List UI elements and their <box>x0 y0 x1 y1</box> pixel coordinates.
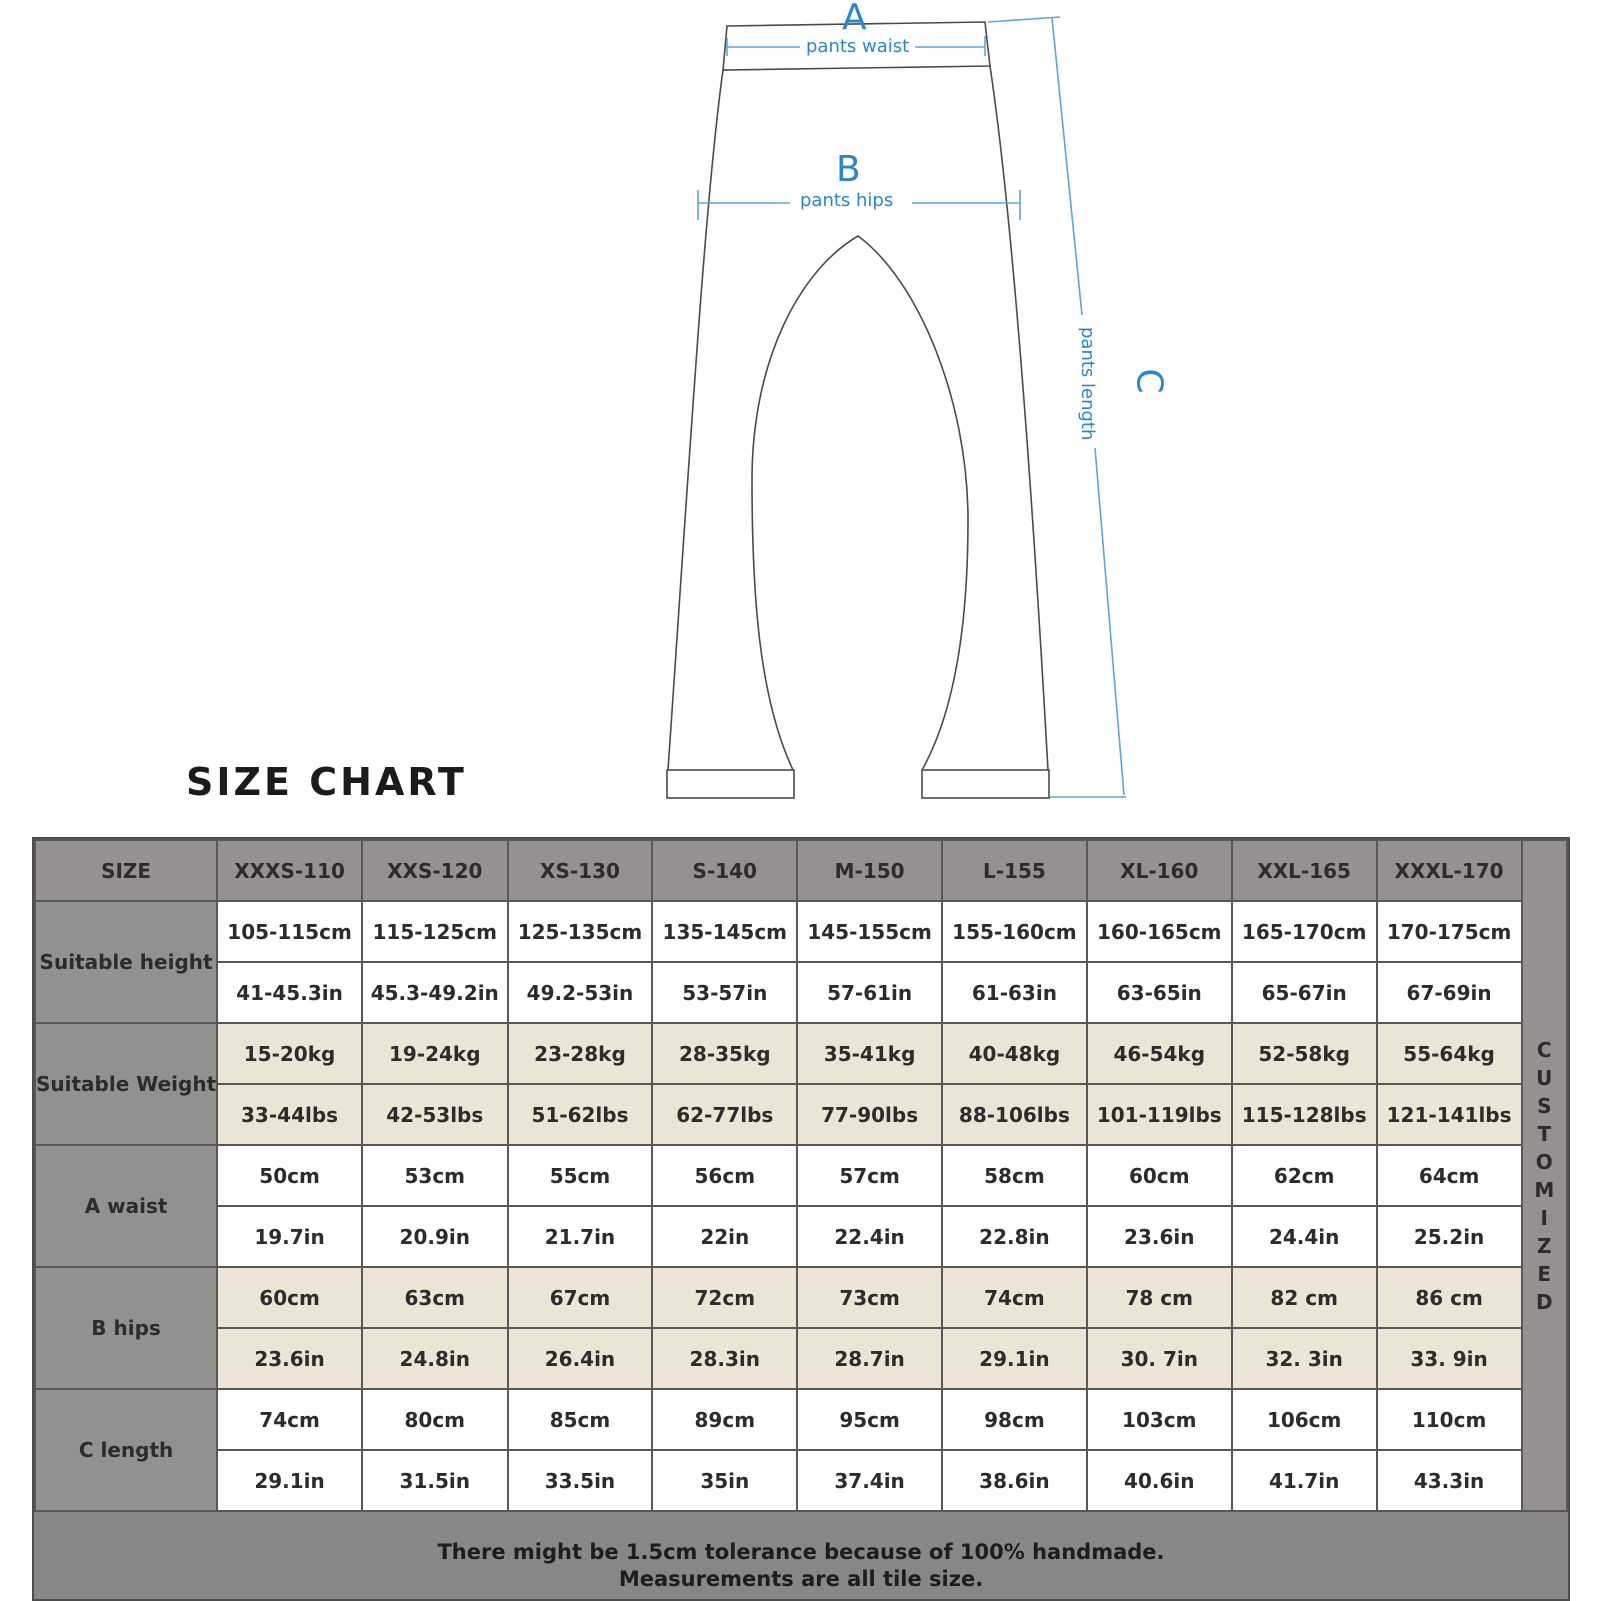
measurement-cell: 22.4in <box>797 1206 942 1267</box>
measurement-cell: 35-41kg <box>797 1023 942 1084</box>
row-group-label: Suitable height <box>35 901 217 1023</box>
measurement-cell: 77-90lbs <box>797 1084 942 1145</box>
table-row <box>35 1206 1567 1267</box>
measurement-cell: 82 cm <box>1232 1267 1377 1328</box>
measurement-cell: 40.6in <box>1087 1450 1232 1511</box>
measurement-cell: 115-125cm <box>362 901 508 962</box>
size-column-header: SIZE <box>35 840 217 901</box>
measurement-cell: 22.8in <box>942 1206 1087 1267</box>
table-row <box>35 1023 1567 1084</box>
size-chart-title: SIZE CHART <box>186 760 467 804</box>
measurement-cell: 51-62lbs <box>508 1084 653 1145</box>
tolerance-note-line-2: Measurements are all tile size. <box>618 1567 984 1591</box>
customized-letters: CUSTOMIZED <box>1534 1037 1555 1314</box>
measurement-cell: 40-48kg <box>942 1023 1087 1084</box>
measurement-cell: 46-54kg <box>1087 1023 1232 1084</box>
measurement-cell: 28.7in <box>797 1328 942 1389</box>
size-header-cell: XS-130 <box>508 840 653 901</box>
measurement-cell: 115-128lbs <box>1232 1084 1377 1145</box>
table-header-row <box>35 840 1567 901</box>
measurement-cell: 55-64kg <box>1377 1023 1522 1084</box>
measurement-cell: 65-67in <box>1232 962 1377 1023</box>
table-row <box>35 1267 1567 1328</box>
table-row <box>35 1450 1567 1511</box>
measurement-cell: 30. 7in <box>1087 1328 1232 1389</box>
measurement-cell: 101-119lbs <box>1087 1084 1232 1145</box>
measurement-cell: 22in <box>652 1206 797 1267</box>
measurement-cell: 98cm <box>942 1389 1087 1450</box>
measurement-cell: 145-155cm <box>797 901 942 962</box>
waist-letter: A <box>842 0 867 38</box>
hips-label: pants hips <box>794 192 899 210</box>
tolerance-note <box>34 1539 1568 1599</box>
measurement-cell: 135-145cm <box>652 901 797 962</box>
measurement-cell: 33.5in <box>508 1450 653 1511</box>
size-header-cell: S-140 <box>652 840 797 901</box>
measurement-cell: 43.3in <box>1377 1450 1522 1511</box>
measurement-cell: 62cm <box>1232 1145 1377 1206</box>
measurement-cell: 80cm <box>362 1389 508 1450</box>
size-table-frame <box>32 837 1570 1601</box>
measurement-cell: 42-53lbs <box>362 1084 508 1145</box>
size-header-cell: XXS-120 <box>362 840 508 901</box>
measurement-cell: 57cm <box>797 1145 942 1206</box>
measurement-cell: 67cm <box>508 1267 653 1328</box>
table-row <box>35 1328 1567 1389</box>
measurement-cell: 63cm <box>362 1267 508 1328</box>
table-row <box>35 1145 1567 1206</box>
measurement-cell: 33. 9in <box>1377 1328 1522 1389</box>
measurement-cell: 23.6in <box>217 1328 362 1389</box>
length-letter: C <box>1128 368 1170 394</box>
measurement-cell: 88-106lbs <box>942 1084 1087 1145</box>
table-row <box>35 1389 1567 1450</box>
measurement-cell: 21.7in <box>508 1206 653 1267</box>
measurement-cell: 67-69in <box>1377 962 1522 1023</box>
measurement-cell: 20.9in <box>362 1206 508 1267</box>
measurement-cell: 37.4in <box>797 1450 942 1511</box>
measurement-cell: 121-141lbs <box>1377 1084 1522 1145</box>
size-header-cell: XXXL-170 <box>1377 840 1522 901</box>
measurement-cell: 15-20kg <box>217 1023 362 1084</box>
measurement-cell: 165-170cm <box>1232 901 1377 962</box>
measurement-cell: 38.6in <box>942 1450 1087 1511</box>
measurement-cell: 60cm <box>1087 1145 1232 1206</box>
measurement-cell: 61-63in <box>942 962 1087 1023</box>
measurement-cell: 35in <box>652 1450 797 1511</box>
measurement-cell: 31.5in <box>362 1450 508 1511</box>
measurement-cell: 125-135cm <box>508 901 653 962</box>
measurement-cell: 53cm <box>362 1145 508 1206</box>
measurement-cell: 155-160cm <box>942 901 1087 962</box>
measurement-cell: 23-28kg <box>508 1023 653 1084</box>
measurement-cell: 74cm <box>942 1267 1087 1328</box>
measurement-cell: 89cm <box>652 1389 797 1450</box>
measurement-cell: 72cm <box>652 1267 797 1328</box>
customized-side-label <box>1522 840 1567 1511</box>
measurement-cell: 86 cm <box>1377 1267 1522 1328</box>
measurement-cell: 24.4in <box>1232 1206 1377 1267</box>
measurement-cell: 64cm <box>1377 1145 1522 1206</box>
measurement-cell: 63-65in <box>1087 962 1232 1023</box>
measurement-cell: 103cm <box>1087 1389 1232 1450</box>
measurement-cell: 106cm <box>1232 1389 1377 1450</box>
measurement-cell: 19-24kg <box>362 1023 508 1084</box>
measurement-cell: 28-35kg <box>652 1023 797 1084</box>
measurement-cell: 74cm <box>217 1389 362 1450</box>
measurement-cell: 95cm <box>797 1389 942 1450</box>
measurement-cell: 160-165cm <box>1087 901 1232 962</box>
measurement-cell: 170-175cm <box>1377 901 1522 962</box>
measurement-cell: 50cm <box>217 1145 362 1206</box>
measurement-cell: 24.8in <box>362 1328 508 1389</box>
measurement-cell: 41-45.3in <box>217 962 362 1023</box>
measurement-cell: 62-77lbs <box>652 1084 797 1145</box>
row-group-label: B hips <box>35 1267 217 1389</box>
tolerance-note-line-1: There might be 1.5cm tolerance because of 100% handmade. <box>437 1540 1165 1564</box>
measurement-cell: 33-44lbs <box>217 1084 362 1145</box>
measurement-cell: 55cm <box>508 1145 653 1206</box>
measurement-cell: 41.7in <box>1232 1450 1377 1511</box>
measurement-cell: 29.1in <box>217 1450 362 1511</box>
measurement-cell: 28.3in <box>652 1328 797 1389</box>
measurement-cell: 78 cm <box>1087 1267 1232 1328</box>
row-group-label: C length <box>35 1389 217 1511</box>
measurement-cell: 73cm <box>797 1267 942 1328</box>
measurement-cell: 85cm <box>508 1389 653 1450</box>
hips-letter: B <box>836 149 861 190</box>
measurement-cell: 25.2in <box>1377 1206 1522 1267</box>
measurement-cell: 49.2-53in <box>508 962 653 1023</box>
measurement-cell: 26.4in <box>508 1328 653 1389</box>
row-group-label: A waist <box>35 1145 217 1267</box>
measurement-cell: 56cm <box>652 1145 797 1206</box>
row-group-label: Suitable Weight <box>35 1023 217 1145</box>
measurement-cell: 19.7in <box>217 1206 362 1267</box>
length-label: pants length <box>1077 327 1098 441</box>
measurement-cell: 52-58kg <box>1232 1023 1377 1084</box>
measurement-cell: 57-61in <box>797 962 942 1023</box>
size-header-cell: XL-160 <box>1087 840 1232 901</box>
size-table <box>34 839 1568 1512</box>
measurement-cell: 45.3-49.2in <box>362 962 508 1023</box>
measurement-cell: 29.1in <box>942 1328 1087 1389</box>
measurement-cell: 58cm <box>942 1145 1087 1206</box>
size-header-cell: M-150 <box>797 840 942 901</box>
table-row <box>35 962 1567 1023</box>
size-header-cell: L-155 <box>942 840 1087 901</box>
measurement-cell: 23.6in <box>1087 1206 1232 1267</box>
measurement-cell: 60cm <box>217 1267 362 1328</box>
measurement-cell: 105-115cm <box>217 901 362 962</box>
waist-label: pants waist <box>800 38 915 56</box>
measurement-cell: 110cm <box>1377 1389 1522 1450</box>
measurement-cell: 53-57in <box>652 962 797 1023</box>
table-row <box>35 1084 1567 1145</box>
size-header-cell: XXL-165 <box>1232 840 1377 901</box>
table-row <box>35 901 1567 962</box>
measurement-cell: 32. 3in <box>1232 1328 1377 1389</box>
size-header-cell: XXXS-110 <box>217 840 362 901</box>
